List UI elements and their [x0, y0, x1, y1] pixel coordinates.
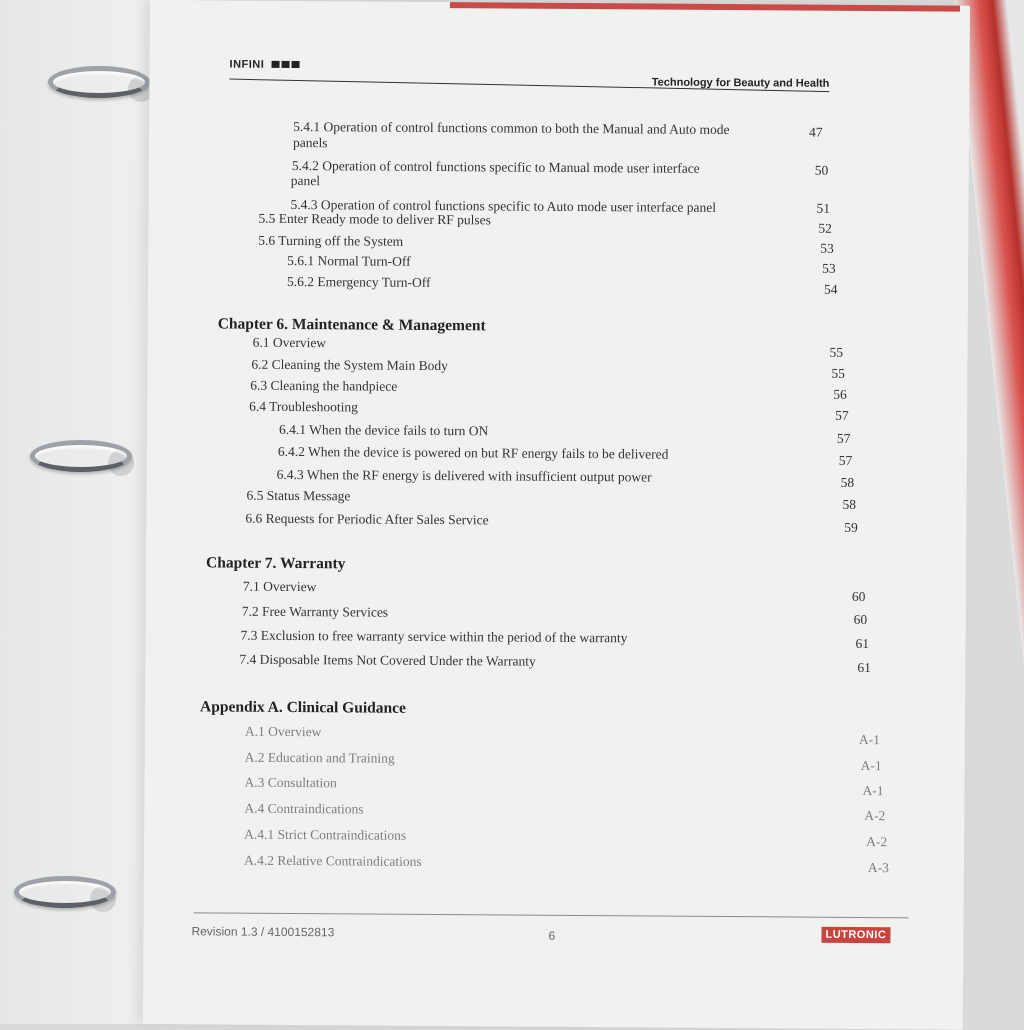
toc-page-number: 60 [853, 611, 868, 628]
toc-entry: 6.1 Overview [252, 334, 327, 351]
toc-entry: panels [292, 135, 328, 151]
toc-entry: A.2 Education and Training [244, 749, 395, 766]
toc-entry: panel [290, 172, 321, 189]
toc-page-number: 61 [857, 659, 871, 676]
header-tagline: Technology for Beauty and Health [651, 76, 830, 90]
toc-page-number: 50 [814, 162, 829, 178]
toc-page-number: 57 [838, 452, 853, 468]
toc-entry: 7.3 Exclusion to free warranty service within the period of the warranty [240, 627, 628, 646]
toc-page-number: A-1 [858, 731, 880, 748]
lutronic-logo: LUTRONIC [821, 927, 890, 943]
toc-entry: 5.4.1 Operation of control functions common to both the Manual and Auto mode [293, 119, 730, 138]
toc-entry: 6.5 Status Message [246, 487, 351, 504]
toc-page-number: 58 [840, 474, 855, 490]
toc-entry: 7.1 Overview [242, 578, 317, 595]
toc-entry: 6.3 Cleaning the handpiece [250, 377, 398, 394]
toc-page-number: 59 [844, 519, 858, 535]
toc-entry: A.4 Contraindications [244, 800, 364, 817]
toc-entry: 6.6 Requests for Periodic After Sales Service [245, 510, 489, 528]
toc-entry: 7.4 Disposable Items Not Covered Under the Warranty [239, 651, 536, 669]
toc-page-number: A-1 [862, 782, 884, 799]
binder-ring [48, 66, 150, 98]
toc-entry: 6.2 Cleaning the System Main Body [251, 356, 449, 374]
toc-entry: 6.4 Troubleshooting [249, 398, 358, 415]
binder-ring [30, 440, 132, 472]
toc-entry: 5.5 Enter Ready mode to deliver RF pulses [258, 210, 491, 228]
toc-page-number: A-1 [860, 757, 882, 774]
toc-page-number: A-2 [866, 834, 888, 850]
toc-page-number: 56 [833, 386, 847, 402]
toc-entry: 5.6.2 Emergency Turn-Off [286, 273, 431, 290]
footer-revision: Revision 1.3 / 4100152813 [191, 924, 335, 940]
toc-page-number: 57 [835, 407, 849, 423]
toc-page-number: 58 [842, 496, 857, 512]
toc-entry: 5.6.1 Normal Turn-Off [287, 252, 411, 269]
toc-page-number: 60 [851, 588, 866, 605]
table-of-contents [143, 0, 970, 1030]
toc-page-number: 55 [831, 365, 845, 381]
chapter-heading: Chapter 7. Warranty [206, 554, 346, 573]
toc-entry: 7.2 Free Warranty Services [241, 603, 389, 620]
toc-entry: 6.4.1 When the device fails to turn ON [278, 421, 489, 439]
toc-entry: 5.4.3 Operation of control functions specific to Auto mode user interface panel [290, 196, 717, 215]
chapter-heading: Chapter 6. Maintenance & Management [217, 315, 486, 335]
toc-entry: 6.4.2 When the device is powered on but RF energy fails to be delivered [277, 443, 669, 462]
toc-page-number: 61 [855, 635, 870, 652]
toc-entry: A.4.1 Strict Contraindications [244, 826, 407, 843]
toc-page-number: A-3 [867, 860, 890, 876]
brand-name: INFINI [229, 58, 265, 71]
toc-page-number: 55 [829, 344, 844, 360]
toc-page-number: 54 [823, 281, 838, 297]
toc-entry: A.1 Overview [244, 723, 322, 740]
toc-page-number: 52 [818, 220, 832, 236]
toc-page-number: 53 [820, 240, 834, 256]
binder-ring [14, 876, 116, 908]
chapter-heading: Appendix A. Clinical Guidance [200, 698, 406, 717]
toc-page-number: 51 [816, 200, 831, 216]
toc-page-number: 57 [836, 430, 851, 446]
toc-entry: A.3 Consultation [244, 774, 337, 791]
toc-page-number: 53 [822, 260, 836, 276]
toc-entry: 5.6 Turning off the System [258, 232, 404, 249]
toc-page-number: A-2 [864, 808, 886, 824]
footer-page-number: 6 [548, 928, 556, 943]
toc-entry: 5.4.2 Operation of control functions specific to Manual mode user interface [291, 157, 700, 176]
document-page [143, 0, 970, 1030]
toc-entry: A.4.2 Relative Contraindications [243, 852, 422, 869]
toc-page-number: 47 [809, 124, 823, 140]
toc-entry: 6.4.3 When the RF energy is delivered with insufficient output power [276, 466, 652, 485]
